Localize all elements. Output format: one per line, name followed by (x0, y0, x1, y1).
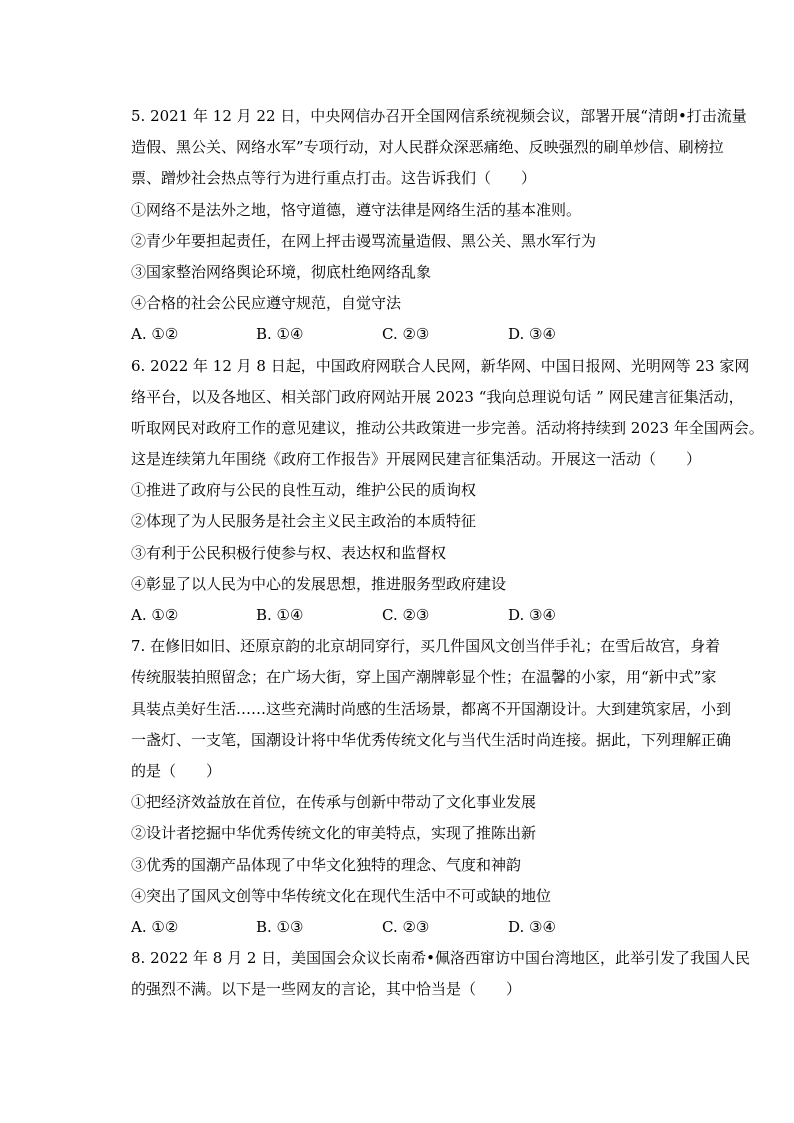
question-6-statement-2: ②体现了为人民服务是社会主义民主政治的本质特征 (131, 512, 477, 531)
question-6-statement-1: ①推进了政府与公民的良性互动，维护公民的质询权 (131, 481, 477, 500)
question-6-option-c[interactable]: C. ②③ (382, 606, 430, 624)
question-7-stem-line-5: 的是（ ） (131, 761, 222, 780)
question-6-stem-line-1: 6. 2022 年 12 月 8 日起，中国政府网联合人民网，新华网、中国日报网、光明网等 23 家网 (131, 356, 750, 375)
question-7-statement-4: ④突出了国风文创等中华传统文化在现代生活中不可或缺的地位 (131, 886, 552, 905)
question-7-options (131, 912, 691, 943)
question-5-option-d[interactable]: D. ③④ (508, 325, 556, 344)
question-6-options (131, 600, 691, 631)
question-7-stem-line-4: 一盏灯、一支笔，国潮设计将中华优秀传统文化与当代生活时尚连接。据此，下列理解正确 (131, 730, 732, 749)
question-7-stem-line-1: 7. 在修旧如旧、还原京韵的北京胡同穿行，买几件国风文创当伴手礼；在雪后故宫，身着 (131, 637, 721, 656)
question-5-option-a[interactable]: A. ①② (131, 325, 179, 344)
question-6-stem-line-2: 络平台，以及各地区、相关部门政府网站开展 2023 “我向总理说句话 ” 网民建言征集活动， (131, 387, 744, 406)
question-6 (131, 351, 764, 632)
question-5-stem-line-2: 造假、黑公关、网络水军”专项行动，对人民群众深恶痛绝、反映强烈的刷单炒信、刷榜拉 (131, 138, 724, 157)
question-6-option-a[interactable]: A. ①② (131, 606, 179, 624)
question-6-option-d[interactable]: D. ③④ (508, 606, 556, 624)
question-7-stem-line-2: 传统服装拍照留念；在广场大街，穿上国产潮牌彰显个性；在温馨的小家，用“新中式”家 (131, 668, 717, 687)
question-7-statement-1: ①把经济效益放在首位，在传承与创新中带动了文化事业发展 (131, 793, 537, 812)
question-5-options (131, 319, 691, 350)
question-7-option-c[interactable]: C. ②③ (382, 917, 430, 936)
question-5-option-b[interactable]: B. ①④ (256, 325, 304, 344)
question-6-option-b[interactable]: B. ①④ (256, 606, 304, 624)
question-6-stem-line-3: 听取网民对政府工作的意见建议，推动公共政策进一步完善。活动将持续到 2023 年全国两会。 (131, 418, 764, 437)
question-5-statement-1: ①网络不是法外之地，恪守道德，遵守法律是网络生活的基本准则。 (131, 200, 582, 219)
question-8 (131, 943, 751, 1005)
question-7-option-b[interactable]: B. ①③ (256, 917, 304, 936)
question-5 (131, 101, 747, 351)
question-8-stem-line-2: 的强烈不满。以下是一些网友的言论，其中恰当是（ ） (131, 980, 522, 999)
question-5-statement-2: ②青少年要担起责任，在网上抨击谩骂流量造假、黑公关、黑水军行为 (131, 231, 597, 250)
question-5-stem-line-1: 5. 2021 年 12 月 22 日，中央网信办召开全国网信系统视频会议，部署开展“清朗•打击流量 (131, 107, 747, 125)
question-7-option-a[interactable]: A. ①② (131, 917, 179, 936)
exam-page (131, 101, 764, 1005)
question-7-statement-2: ②设计者挖掘中华优秀传统文化的审美特点，实现了推陈出新 (131, 824, 537, 843)
question-7-stem-line-3: 具装点美好生活……这些充满时尚感的生活场景，都离不开国潮设计。大到建筑家居，小到 (131, 699, 732, 718)
question-8-stem-line-1: 8. 2022 年 8 月 2 日，美国国会众议长南希•佩洛西窜访中国台湾地区，此举引发了我国人民 (131, 949, 751, 968)
question-7-statement-3: ③优秀的国潮产品体现了中华文化独特的理念、气度和神韵 (131, 855, 522, 874)
question-5-option-c[interactable]: C. ②③ (382, 325, 430, 344)
question-5-statement-3: ③国家整治网络舆论环境，彻底杜绝网络乱象 (131, 262, 432, 281)
question-6-statement-3: ③有利于公民积极行使参与权、表达权和监督权 (131, 543, 447, 562)
question-5-stem-line-3: 票、蹭炒社会热点等行为进行重点打击。这告诉我们（ ） (131, 169, 537, 188)
question-7 (131, 631, 732, 943)
question-6-stem-line-4: 这是连续第九年围绕《政府工作报告》开展网民建言征集活动。开展这一活动（ ） (131, 450, 702, 469)
question-6-statement-4: ④彰显了以人民为中心的发展思想，推进服务型政府建设 (131, 574, 507, 593)
question-7-option-d[interactable]: D. ③④ (508, 917, 556, 936)
question-5-statement-4: ④合格的社会公民应遵守规范，自觉守法 (131, 294, 402, 313)
